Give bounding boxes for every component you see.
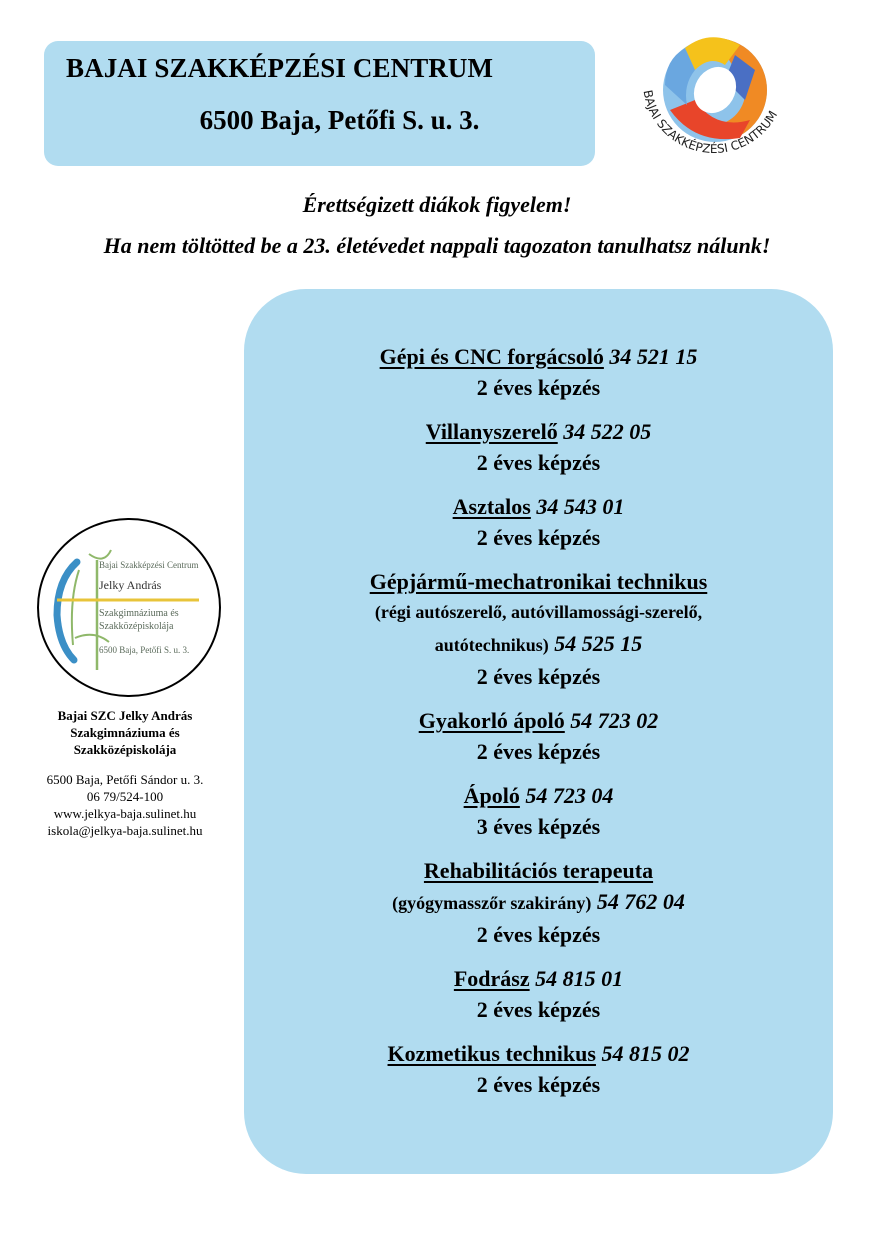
course-name: Asztalos bbox=[452, 494, 531, 519]
course-name: Gépi és CNC forgácsoló bbox=[379, 344, 604, 369]
course-note: (régi autószerelő, autóvillamossági-szerelő, bbox=[374, 602, 703, 622]
course-name: Gépjármű-mechatronikai technikus bbox=[369, 569, 708, 594]
course-name: Kozmetikus technikus bbox=[387, 1041, 596, 1066]
course-code: 54 723 02 bbox=[570, 708, 659, 733]
course-code: 34 521 15 bbox=[609, 344, 698, 369]
svg-text:BAJAI SZAKKÉPZÉSI CENTRUM: BAJAI SZAKKÉPZÉSI CENTRUM bbox=[640, 88, 781, 156]
header-title: BAJAI SZAKKÉPZÉSI CENTRUM bbox=[66, 53, 494, 83]
course-list bbox=[244, 341, 833, 1113]
header-box bbox=[44, 41, 595, 166]
course-item bbox=[244, 566, 833, 692]
course-item bbox=[244, 705, 833, 767]
course-name: Gyakorló ápoló bbox=[418, 708, 565, 733]
course-code: 34 522 05 bbox=[563, 419, 652, 444]
course-duration: 2 éves képzés bbox=[476, 450, 601, 475]
course-code: 34 543 01 bbox=[536, 494, 625, 519]
course-code: 54 815 01 bbox=[535, 966, 624, 991]
course-item bbox=[244, 1038, 833, 1100]
course-name: Villanyszerelő bbox=[425, 419, 558, 444]
course-item bbox=[244, 780, 833, 842]
course-duration: 2 éves képzés bbox=[476, 739, 601, 764]
school-email[interactable]: iskola@jelkya-baja.sulinet.hu bbox=[47, 823, 203, 838]
course-name: Ápoló bbox=[463, 783, 520, 808]
course-item bbox=[244, 416, 833, 478]
school-address: 6500 Baja, Petőfi Sándor u. 3. bbox=[46, 772, 204, 787]
school-website[interactable]: www.jelkya-baja.sulinet.hu bbox=[53, 806, 197, 821]
course-name: Fodrász bbox=[453, 966, 530, 991]
course-item bbox=[244, 341, 833, 403]
course-name: Rehabilitációs terapeuta bbox=[423, 858, 654, 883]
course-duration: 3 éves képzés bbox=[476, 814, 601, 839]
course-code: 54 762 04 bbox=[596, 889, 685, 914]
school-name: Bajai SZC Jelky András Szakgimnáziuma és Szakközépiskolája bbox=[57, 708, 193, 757]
course-list-box bbox=[244, 289, 833, 1174]
school-phone: 06 79/524-100 bbox=[86, 789, 164, 804]
course-duration: 2 éves képzés bbox=[476, 525, 601, 550]
course-duration: 2 éves képzés bbox=[476, 997, 601, 1022]
course-duration: 2 éves képzés bbox=[476, 375, 601, 400]
course-code: 54 723 04 bbox=[525, 783, 614, 808]
course-code: 54 525 15 bbox=[554, 631, 643, 656]
course-note: autótechnikus) bbox=[434, 635, 549, 655]
course-item bbox=[244, 855, 833, 950]
bajai-szc-ring-logo-icon bbox=[625, 30, 795, 170]
course-note: (gyógymasszőr szakirány) bbox=[392, 893, 592, 913]
course-duration: 2 éves képzés bbox=[476, 922, 601, 947]
school-logo: Bajai Szakképzési Centrum Jelky András Szakgimnáziuma és Szakközépiskolája 6500 Baja, Petőfi S. u. 3. bbox=[37, 518, 221, 697]
intro-heading: Érettségizett diákok figyelem! bbox=[302, 192, 572, 217]
header-address: 6500 Baja, Petőfi S. u. 3. bbox=[199, 105, 480, 135]
course-code: 54 815 02 bbox=[601, 1041, 690, 1066]
intro-subheading: Ha nem töltötted be a 23. életévedet nappali tagozaton tanulhatsz nálunk! bbox=[103, 233, 771, 258]
course-item bbox=[244, 491, 833, 553]
course-duration: 2 éves képzés bbox=[476, 1072, 601, 1097]
course-duration: 2 éves képzés bbox=[476, 664, 601, 689]
course-item bbox=[244, 963, 833, 1025]
school-contact bbox=[20, 771, 230, 839]
